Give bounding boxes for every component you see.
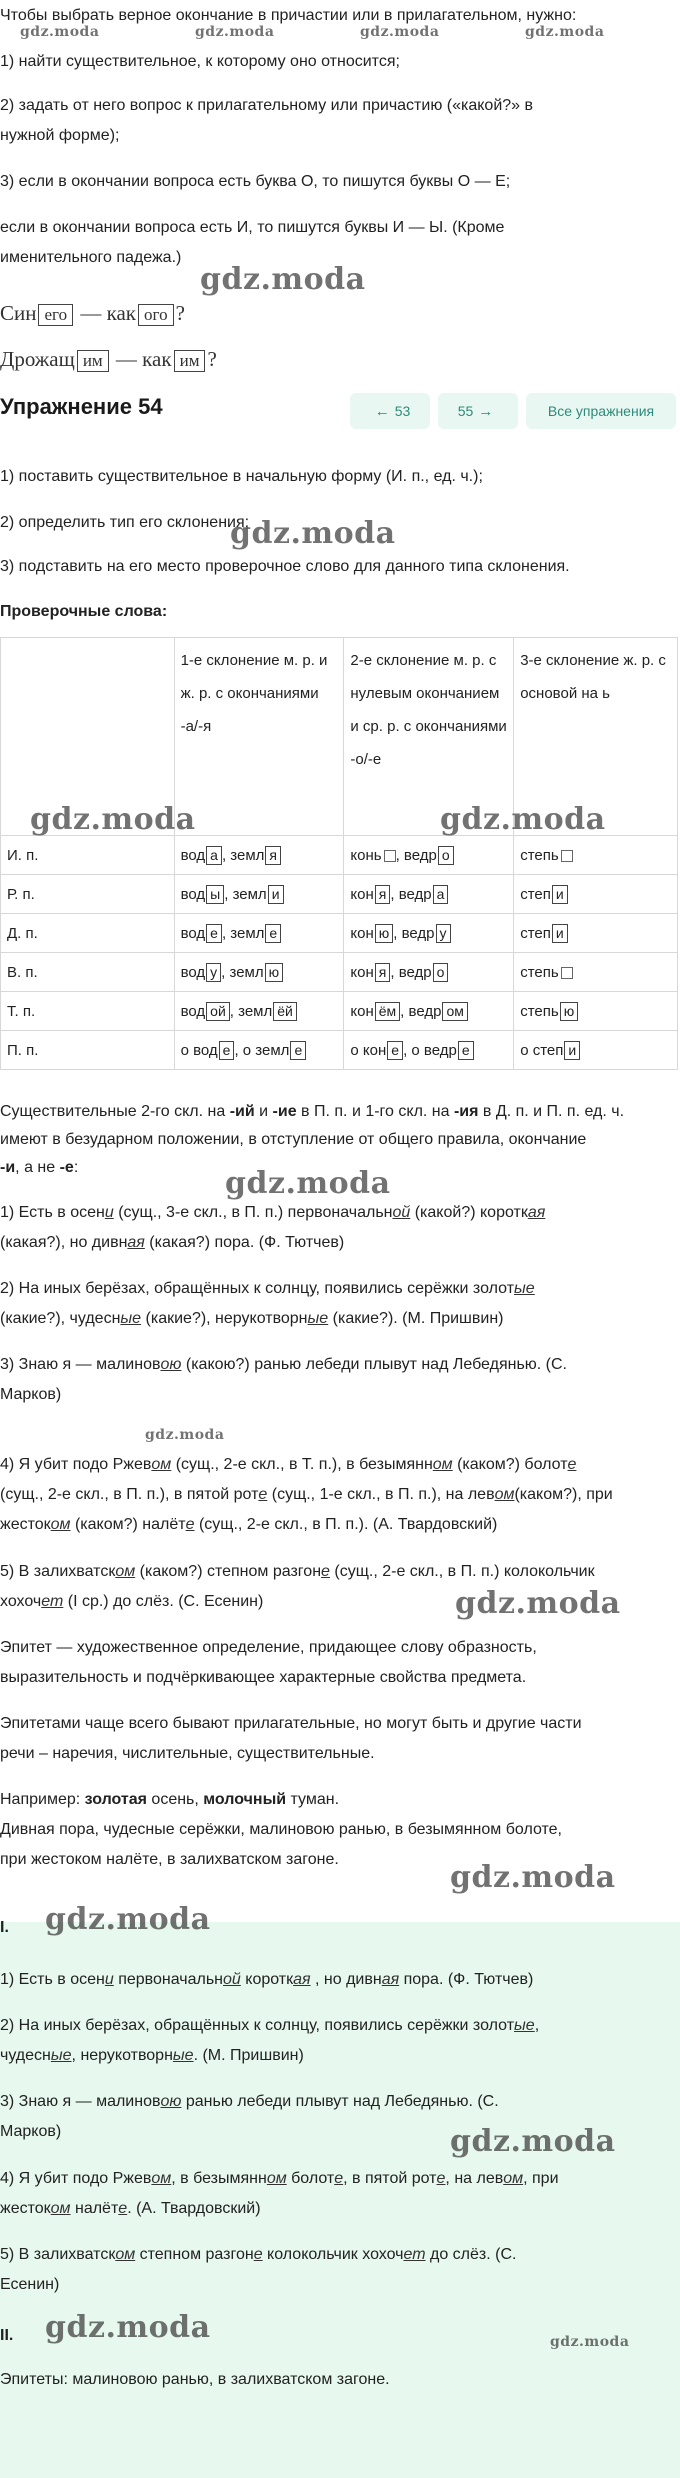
ending-box: ой xyxy=(206,1002,230,1021)
table-row xyxy=(1,875,678,914)
declension-table xyxy=(0,637,678,1070)
ending-box: я xyxy=(375,885,391,904)
exercise-title: Упражнение 54 xyxy=(0,394,163,419)
highlighted-ending: ые xyxy=(50,2047,72,2064)
all-exercises-button[interactable] xyxy=(526,393,676,429)
text-fragment: , xyxy=(534,2017,540,2034)
text-fragment: 2) На иных берёзах, обращённых к солнцу, появились серёжки золот xyxy=(0,2017,515,2034)
table-cell: кон ём , ведр ом xyxy=(344,992,514,1031)
text-fragment: . (А. Твардовский) xyxy=(127,2200,261,2217)
text-fragment: Дрожащ xyxy=(0,347,75,371)
text-fragment: 5) В залихватск xyxy=(0,1563,116,1580)
ending-box: ю xyxy=(375,924,394,943)
text-fragment: вод xyxy=(180,1002,206,1020)
answer-line: Есенин) xyxy=(0,2276,60,2293)
text-fragment: , при xyxy=(523,2170,559,2187)
ending-box: о xyxy=(438,846,454,865)
table-cell: Р. п. xyxy=(1,875,175,914)
text-fragment: туман. xyxy=(286,1791,340,1808)
watermark: gdz.moda xyxy=(550,2334,630,2350)
ending-box: е xyxy=(265,924,281,943)
text-fragment: жесток xyxy=(0,2200,51,2217)
highlighted-ending: ом xyxy=(115,1563,136,1580)
ending-box: им xyxy=(77,350,109,372)
answer-line xyxy=(0,2012,680,2039)
check-words-title: Проверочные слова: xyxy=(0,603,168,620)
text-fragment: молочный xyxy=(203,1791,287,1808)
ending-box: ёй xyxy=(273,1002,297,1021)
text-fragment: (какая?), но дивн xyxy=(0,1234,128,1251)
text-fragment: (какие?), нерукотворн xyxy=(141,1310,308,1327)
table-cell: вод ы , земл и xyxy=(174,875,344,914)
highlighted-ending: ом xyxy=(50,1516,71,1533)
text-fragment: . (М. Пришвин) xyxy=(193,2047,304,2064)
text-fragment: степ xyxy=(520,885,551,903)
text-fragment: о степ xyxy=(520,1041,564,1059)
table-header-cell: 1-е склонение м. р. и ж. р. с окончаниями -а/-я xyxy=(174,638,344,836)
highlighted-ending: ые xyxy=(514,1280,535,1297)
ending-box: и xyxy=(552,924,568,943)
highlighted-ending: и xyxy=(104,1971,114,1988)
arrow-right-icon: → xyxy=(478,402,494,420)
highlighted-ending: ом xyxy=(50,2200,71,2217)
text-fragment: пора. (Ф. Тютчев) xyxy=(399,1971,534,1988)
text-fragment: , в безымянн xyxy=(171,2170,267,2187)
text-fragment: кон xyxy=(350,1002,374,1020)
text-fragment: земл xyxy=(230,924,265,942)
highlighted-ending: е xyxy=(258,1486,268,1503)
ending-box: у xyxy=(206,963,221,982)
text-fragment: -и xyxy=(0,1159,16,1176)
answer-line xyxy=(0,1966,680,1993)
table-header-cell: 3-е склонение ж. р. с основой на ь xyxy=(514,638,678,836)
epithet-list: при жестоком налёте, в залихватском загоне. xyxy=(0,1851,339,1868)
analysis-line xyxy=(0,1511,680,1538)
text-fragment: ведр xyxy=(398,885,432,903)
table-row xyxy=(1,992,678,1031)
example-drozhashchim xyxy=(0,342,680,376)
step: 3) подставить на его место проверочное слово для данного типа склонения. xyxy=(0,558,570,575)
text-fragment: жесток xyxy=(0,1516,51,1533)
highlighted-ending: ом xyxy=(266,2170,287,2187)
text-fragment: (сущ., 2-е скл., в П. п.). (А. Твардовский) xyxy=(194,1516,498,1533)
text-fragment: болот xyxy=(286,2170,335,2187)
epithet-definition: Эпитет — художественное определение, придающее слову образность, xyxy=(0,1639,537,1656)
text-fragment: (каком?) степном разгон xyxy=(135,1563,322,1580)
ending-box: ю xyxy=(560,1002,579,1021)
table-cell xyxy=(514,992,678,1031)
text-fragment: кон xyxy=(350,924,374,942)
highlighted-ending: е xyxy=(118,2200,128,2217)
ending-box: а xyxy=(433,885,449,904)
text-fragment: степь xyxy=(520,1002,559,1020)
watermark: gdz.moda xyxy=(145,1427,225,1443)
text-fragment: (I ср.) до слёз. (С. Есенин) xyxy=(63,1593,264,1610)
highlighted-ending: ом xyxy=(503,2170,524,2187)
highlighted-ending: ом xyxy=(432,1456,453,1473)
table-cell xyxy=(514,836,678,875)
analysis-line xyxy=(0,1305,680,1332)
table-cell: о вод е , о земл е xyxy=(174,1031,344,1070)
watermark: gdz.moda xyxy=(200,262,366,297)
answer-line xyxy=(0,2042,680,2069)
text-fragment: Существительные 2-го скл. на xyxy=(0,1103,230,1120)
intro-line: 2) задать от него вопрос к прилагательному или причастию («какой?» в xyxy=(0,97,533,114)
text-fragment: вод xyxy=(180,885,206,903)
answer-line xyxy=(0,2088,680,2115)
analysis-line xyxy=(0,1351,680,1378)
analysis-line xyxy=(0,1199,680,1226)
text-fragment: -ия xyxy=(453,1103,479,1120)
highlighted-ending: ая xyxy=(127,1234,145,1251)
ending-box: и xyxy=(268,885,284,904)
watermark: gdz.moda xyxy=(440,802,606,837)
analysis-line xyxy=(0,1481,680,1508)
text-fragment: (каком?) болот xyxy=(452,1456,568,1473)
text-fragment: и xyxy=(254,1103,273,1120)
answer-line xyxy=(0,2195,680,2222)
highlighted-ending: ет xyxy=(403,2246,426,2263)
text-fragment: , на лев xyxy=(445,2170,504,2187)
text-fragment: -ий xyxy=(229,1103,255,1120)
analysis-line xyxy=(0,1558,680,1585)
text-fragment: Все упражнения xyxy=(547,403,655,419)
ending-box: его xyxy=(38,304,73,326)
ending-box: о xyxy=(433,963,449,982)
step: 2) определить тип его склонения; xyxy=(0,514,250,531)
ending-box: ого xyxy=(138,304,174,326)
text-fragment: кон xyxy=(350,885,374,903)
table-row xyxy=(1,953,678,992)
answer-final: Эпитеты: малиновою ранью, в залихватском загоне. xyxy=(0,2371,390,2388)
analysis-line xyxy=(0,1229,680,1256)
text-fragment: о ведр xyxy=(411,1041,457,1059)
empty-ending-box xyxy=(561,850,573,862)
step: 1) поставить существительное в начальную форму (И. п., ед. ч.); xyxy=(0,468,483,485)
ending-box: я xyxy=(265,846,281,865)
ending-box: ю xyxy=(265,963,284,982)
table-cell: конь , ведр о xyxy=(344,836,514,875)
text-fragment: (какою?) ранью лебеди плывут над Лебедянью. (С. xyxy=(181,1356,567,1373)
text-fragment: земл xyxy=(238,1002,273,1020)
text-fragment: хохоч xyxy=(0,1593,42,1610)
text-fragment: (какие?). (М. Пришвин) xyxy=(328,1310,504,1327)
text-fragment: до слёз. (С. xyxy=(425,2246,517,2263)
text-fragment: вод xyxy=(180,924,206,942)
text-fragment: 2) На иных берёзах, обращённых к солнцу, появились серёжки золот xyxy=(0,1280,515,1297)
highlighted-ending: и xyxy=(104,1204,114,1221)
text-fragment: о вод xyxy=(180,1041,218,1059)
table-cell: кон ю , ведр у xyxy=(344,914,514,953)
ending-box: им xyxy=(174,350,206,372)
table-cell: вод а , земл я xyxy=(174,836,344,875)
intro-line: если в окончании вопроса есть И, то пишутся буквы И — Ы. (Кроме xyxy=(0,219,505,236)
table-cell: П. п. xyxy=(1,1031,175,1070)
answer-line xyxy=(0,2241,680,2268)
epithet-definition: выразительность и подчёркивающее характерные свойства предмета. xyxy=(0,1669,527,1686)
highlighted-ending: е xyxy=(321,1563,330,1580)
text-fragment: 55 xyxy=(457,403,474,419)
text-fragment: первоначальн xyxy=(113,1971,224,1988)
highlighted-ending: ом xyxy=(494,1486,515,1503)
watermark: gdz.moda xyxy=(45,1902,211,1937)
ending-box: ом xyxy=(442,1002,467,1021)
ending-box: е xyxy=(290,1041,306,1060)
table-row xyxy=(1,914,678,953)
text-fragment: ведр xyxy=(408,1002,442,1020)
answer-part-one-mark: I. xyxy=(0,1919,9,1936)
highlighted-ending: ою xyxy=(160,2093,182,2110)
text-fragment: 4) Я убит подо Ржев xyxy=(0,1456,152,1473)
answer-line xyxy=(0,2165,680,2192)
rule-line xyxy=(0,1098,680,1125)
answer-part-two-mark: II. xyxy=(0,2327,14,2344)
watermark: gdz.moda xyxy=(30,802,196,837)
text-fragment: — как xyxy=(75,301,137,325)
text-fragment: в Д. п. и П. п. ед. ч. xyxy=(478,1103,625,1120)
example-sinego xyxy=(0,296,680,330)
table-cell xyxy=(514,1031,678,1070)
text-fragment: степном разгон xyxy=(135,2246,254,2263)
text-fragment: (сущ., 3-е скл., в П. п.) первоначальн xyxy=(113,1204,393,1221)
table-cell: В. п. xyxy=(1,953,175,992)
text-fragment: о земл xyxy=(242,1041,290,1059)
epithet-text: речи – наречия, числительные, существительные. xyxy=(0,1745,375,1762)
epithet-example xyxy=(0,1786,680,1813)
highlighted-ending: ая xyxy=(293,1971,311,1988)
text-fragment: (каком?) налёт xyxy=(70,1516,186,1533)
watermark: gdz.moda xyxy=(225,1166,391,1201)
ending-box: е xyxy=(206,924,222,943)
text-fragment: (сущ., 2-е скл., в П. п.), в пятой рот xyxy=(0,1486,259,1503)
intro-line: 1) найти существительное, к которому оно относится; xyxy=(0,53,400,70)
watermark: gdz.moda xyxy=(450,2124,616,2159)
highlighted-ending: ая xyxy=(527,1204,546,1221)
watermark: gdz.moda xyxy=(360,24,440,40)
text-fragment: осень, xyxy=(146,1791,204,1808)
watermark: gdz.moda xyxy=(230,516,396,551)
next-exercise-button[interactable] xyxy=(438,393,518,429)
text-fragment: коротк xyxy=(240,1971,294,1988)
epithet-list: Дивная пора, чудесные серёжки, малиновою ранью, в безымянном болоте, xyxy=(0,1821,562,1838)
table-cell: вод ой , земл ёй xyxy=(174,992,344,1031)
highlighted-ending: ом xyxy=(151,1456,172,1473)
intro-line: Чтобы выбрать верное окончание в причастии или в прилагательном, нужно: xyxy=(0,7,577,24)
highlighted-ending: ом xyxy=(151,2170,172,2187)
table-cell: кон я , ведр о xyxy=(344,953,514,992)
text-fragment: ведр xyxy=(401,924,435,942)
highlighted-ending: ая xyxy=(381,1971,400,1988)
ending-box: ы xyxy=(206,885,224,904)
text-fragment: Син xyxy=(0,301,37,325)
intro-line: нужной форме); xyxy=(0,127,120,144)
table-cell: о кон е , о ведр е xyxy=(344,1031,514,1070)
text-fragment: земл xyxy=(232,885,267,903)
text-fragment: , а не xyxy=(15,1159,60,1176)
text-fragment: (сущ., 1-е скл., в П. п.), на лев xyxy=(267,1486,495,1503)
text-fragment: (какой?) коротк xyxy=(410,1204,528,1221)
table-cell: вод у , земл ю xyxy=(174,953,344,992)
epithet-text: Эпитетами чаще всего бывают прилагательные, но могут быть и другие части xyxy=(0,1715,582,1732)
text-fragment: (какие?), чудесн xyxy=(0,1310,121,1327)
highlighted-ending: ою xyxy=(160,1356,182,1373)
watermark: gdz.moda xyxy=(525,24,605,40)
watermark: gdz.moda xyxy=(450,1860,616,1895)
answer-line: Марков) xyxy=(0,2123,62,2140)
ending-box: е xyxy=(387,1041,403,1060)
text-fragment: земл xyxy=(230,846,265,864)
highlighted-ending: ом xyxy=(115,2246,136,2263)
text-fragment: в П. п. и 1-го скл. на xyxy=(296,1103,454,1120)
intro-line: 3) если в окончании вопроса есть буква О, то пишутся буквы О — Е; xyxy=(0,173,511,190)
text-fragment: (какая?) пора. (Ф. Тютчев) xyxy=(144,1234,345,1251)
text-fragment: налёт xyxy=(70,2200,119,2217)
table-cell: вод е , земл е xyxy=(174,914,344,953)
analysis-line: Марков) xyxy=(0,1386,62,1403)
watermark: gdz.moda xyxy=(455,1586,621,1621)
text-fragment: , нерукотворн xyxy=(71,2047,173,2064)
ending-box: а xyxy=(206,846,222,865)
ending-box: у xyxy=(436,924,451,943)
text-fragment: конь xyxy=(350,846,382,864)
text-fragment: степ xyxy=(520,924,551,942)
text-fragment: (сущ., 2-е скл., в Т. п.), в безымянн xyxy=(171,1456,433,1473)
text-fragment: земл xyxy=(229,963,264,981)
highlighted-ending: е xyxy=(185,1516,195,1533)
text-fragment: : xyxy=(73,1159,79,1176)
text-fragment: ? xyxy=(175,301,185,325)
text-fragment: — как xyxy=(110,347,172,371)
ending-box: е xyxy=(219,1041,235,1060)
text-fragment: чудесн xyxy=(0,2047,51,2064)
text-fragment: -е xyxy=(59,1159,74,1176)
intro-line: именительного падежа.) xyxy=(0,249,182,266)
table-cell: И. п. xyxy=(1,836,175,875)
text-fragment: 3) Знаю я — малинов xyxy=(0,2093,161,2110)
text-fragment: ? xyxy=(207,347,217,371)
table-cell: Т. п. xyxy=(1,992,175,1031)
table-cell xyxy=(514,875,678,914)
text-fragment: вод xyxy=(180,963,206,981)
arrow-left-icon: ← xyxy=(374,402,390,420)
text-fragment: степь xyxy=(520,963,559,981)
text-fragment: Например: xyxy=(0,1791,85,1808)
text-fragment: (каком?), при xyxy=(514,1486,613,1503)
table-row xyxy=(1,1031,678,1070)
text-fragment: (сущ., 2-е скл., в П. п.) колокольчик xyxy=(329,1563,595,1580)
analysis-line xyxy=(0,1275,680,1302)
highlighted-ending: ет xyxy=(41,1593,64,1610)
watermark: gdz.moda xyxy=(195,24,275,40)
text-fragment: 1) Есть в осен xyxy=(0,1971,105,1988)
highlighted-ending: е xyxy=(334,2170,344,2187)
table-row xyxy=(1,836,678,875)
watermark: gdz.moda xyxy=(45,2310,211,2345)
text-fragment: , в пятой рот xyxy=(343,2170,437,2187)
highlighted-ending: ые xyxy=(172,2047,194,2064)
ending-box: е xyxy=(458,1041,474,1060)
table-header-cell: 2-е склонение м. р. с нулевым окончанием и ср. р. с окончаниями -о/-е xyxy=(344,638,514,836)
ending-box: я xyxy=(375,963,391,982)
highlighted-ending: ой xyxy=(223,1971,241,1988)
table-cell xyxy=(514,953,678,992)
text-fragment: 1) Есть в осен xyxy=(0,1204,105,1221)
watermark: gdz.moda xyxy=(20,24,100,40)
text-fragment: колокольчик хохоч xyxy=(262,2246,404,2263)
empty-ending-box xyxy=(561,967,573,979)
ending-box: и xyxy=(552,885,568,904)
text-fragment: 3) Знаю я — малинов xyxy=(0,1356,161,1373)
empty-ending-box xyxy=(384,850,396,862)
highlighted-ending: е xyxy=(253,2246,263,2263)
text-fragment: ведр xyxy=(403,846,437,864)
highlighted-ending: ые xyxy=(120,1310,142,1327)
text-fragment: ведр xyxy=(398,963,432,981)
text-fragment: ранью лебеди плывут над Лебедянью. (С. xyxy=(181,2093,499,2110)
table-cell xyxy=(514,914,678,953)
highlighted-ending: е xyxy=(436,2170,446,2187)
text-fragment: , но дивн xyxy=(310,1971,382,1988)
text-fragment: степь xyxy=(520,846,559,864)
table-cell: Д. п. xyxy=(1,914,175,953)
text-fragment: 5) В залихватск xyxy=(0,2246,116,2263)
text-fragment: 53 xyxy=(394,403,411,419)
analysis-line xyxy=(0,1451,680,1478)
table-cell: кон я , ведр а xyxy=(344,875,514,914)
highlighted-ending: ые xyxy=(514,2017,535,2034)
text-fragment: 4) Я убит подо Ржев xyxy=(0,2170,152,2187)
prev-exercise-button[interactable] xyxy=(350,393,430,429)
text-fragment: -ие xyxy=(272,1103,297,1120)
text-fragment: кон xyxy=(350,963,374,981)
text-fragment: вод xyxy=(180,846,206,864)
text-fragment: о кон xyxy=(350,1041,387,1059)
text-fragment: золотая xyxy=(84,1791,147,1808)
highlighted-ending: ые xyxy=(307,1310,329,1327)
rule-line: имеют в безударном положении, в отступление от общего правила, окончание xyxy=(0,1131,587,1148)
ending-box: и xyxy=(564,1041,580,1060)
highlighted-ending: ой xyxy=(392,1204,411,1221)
ending-box: ём xyxy=(375,1002,400,1021)
highlighted-ending: е xyxy=(567,1456,577,1473)
